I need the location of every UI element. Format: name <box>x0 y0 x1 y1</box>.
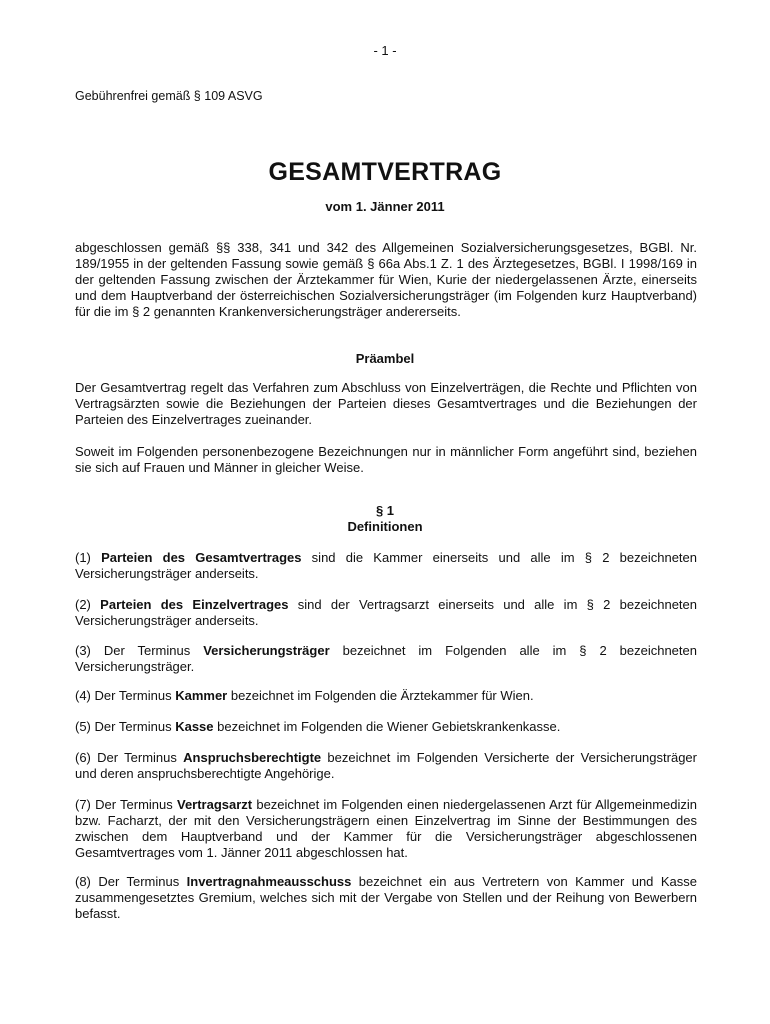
definition-item: (1) Parteien des Gesamtvertrages sind die Kammer einerseits und alle im § 2 bezeichneten Versicherungsträger anderseits. <box>75 550 697 581</box>
definition-item: (2) Parteien des Einzelvertrages sind der Vertragsarzt einerseits und alle im § 2 bezeichneten Versicherungsträger anderseits. <box>75 597 697 628</box>
defined-term: Anspruchsberechtigte <box>183 750 322 765</box>
definition-item: (5) Der Terminus Kasse bezeichnet im Folgenden die Wiener Gebietskrankenkasse. <box>75 719 561 734</box>
defined-term: Kasse <box>175 719 214 734</box>
fee-exemption-note: Gebührenfrei gemäß § 109 ASVG <box>75 89 263 103</box>
intro-paragraph: abgeschlossen gemäß §§ 338, 341 und 342 des Allgemeinen Sozialversicherungsgesetzes, BGBl. Nr. 189/1955 in der geltenden Fassung sowie gemäß § 66a Abs.1 Z. 1 des Ärztegesetzes, BGBl. I 1998/169 in der geltenden Fassung zwischen der Ärztekammer für Wien, Kurie der niedergelassenen Ärzte, einerseits und dem Hauptverband der österreichischen Sozialversicherungsträger (im Folgenden kurz Hauptverband) für die im § 2 genannten Krankenversicherungsträger andererseits. <box>75 240 697 319</box>
defined-term: Parteien des Einzelvertrages <box>100 597 289 612</box>
preamble-paragraph-1: Der Gesamtvertrag regelt das Verfahren zum Abschluss von Einzelverträgen, die Rechte und Pflichten von Vertragsärzten sowie die Beziehungen der Parteien dieses Gesamtvertrages und die Beziehungen der Parteien des Einzelvertrages zueinander. <box>75 380 697 427</box>
document-date: vom 1. Jänner 2011 <box>325 199 445 214</box>
preamble-heading: Präambel <box>355 351 415 366</box>
definition-item: (8) Der Terminus Invertragnahmeausschuss bezeichnet ein aus Vertretern von Kammer und Kasse zusammengesetztes Gremium, welches sich mit der Vergabe von Stellen und der Reihung von Bewerbern befasst. <box>75 874 697 921</box>
section-title: Definitionen <box>347 519 423 534</box>
document-title: GESAMTVERTRAG <box>268 158 502 186</box>
defined-term: Vertragsarzt <box>176 797 253 812</box>
defined-term: Parteien des Gesamtvertrages <box>101 550 302 565</box>
defined-term: Versicherungsträger <box>203 643 330 658</box>
definition-item: (3) Der Terminus Versicherungsträger bezeichnet im Folgenden alle im § 2 bezeichneten Versicherungsträger. <box>75 643 697 674</box>
page-number: - 1 - <box>373 43 397 58</box>
defined-term: Kammer <box>175 688 228 703</box>
defined-term: Invertragnahmeausschuss <box>186 874 352 889</box>
definition-item: (6) Der Terminus Anspruchsberechtigte bezeichnet im Folgenden Versicherte der Versicherungsträger und deren anspruchsberechtigte Angehörige. <box>75 750 697 781</box>
section-number: § 1 <box>375 503 395 518</box>
definition-item: (4) Der Terminus Kammer bezeichnet im Folgenden die Ärztekammer für Wien. <box>75 688 534 703</box>
preamble-paragraph-2: Soweit im Folgenden personenbezogene Bezeichnungen nur in männlicher Form angeführt sind, beziehen sie sich auf Frauen und Männer in gleicher Weise. <box>75 444 697 475</box>
definition-item: (7) Der Terminus Vertragsarzt bezeichnet im Folgenden einen niedergelassenen Arzt für Allgemeinmedizin bzw. Facharzt, der mit den Versicherungsträgern einen Einzelvertrag im Sinne der Bestimmungen des zwischen dem Hauptverband und der Kammer für die Versicherungsträger abgeschlossenen Gesamtvertrages vom 1. Jänner 2011 abgeschlossen hat. <box>75 797 697 860</box>
